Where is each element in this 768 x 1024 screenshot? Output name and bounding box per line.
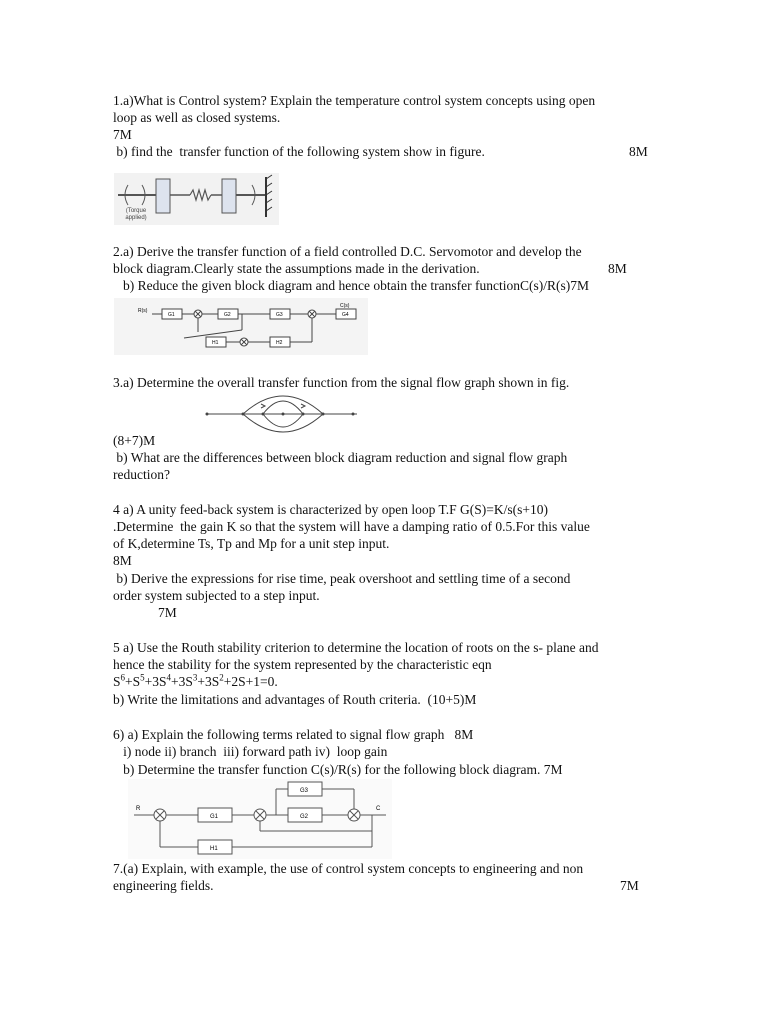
q3-b-line2: reduction? (113, 467, 170, 482)
q2-fig-g4: G4 (342, 312, 349, 318)
q5-equation: $S^6+S^5+3S^4+3S^3+3S^2+2S+1=0$. (113, 672, 278, 689)
q2-a-line2: block diagram.Clearly state the assumptions made in the derivation. (113, 261, 480, 276)
q5-b-line: b) Write the limitations and advantages of Routh criteria. (10+5)M (113, 692, 477, 707)
q1-fig-torque-label: (Torque applied) (125, 208, 147, 221)
q3-b-line1: b) What are the differences between block diagram reduction and signal flow graph (113, 450, 568, 465)
q6-b-line: b) Determine the transfer function C(s)/R(s) for the following block diagram. 7M (113, 762, 563, 777)
q1-b-marks: 8M (629, 144, 648, 159)
q4-a-line2: .Determine the gain K so that the system will have a damping ratio of 0.5.For this value (113, 519, 590, 534)
q6-terms: i) node ii) branch iii) forward path iv) loop gain (113, 744, 388, 759)
q6-fig-g2: G2 (300, 814, 309, 820)
q3-marks: (8+7)M (113, 433, 156, 448)
q6-a-line: 6) a) Explain the following terms related to signal flow graph 8M (113, 727, 474, 742)
q6-fig-c: C (376, 806, 381, 812)
q2-fig-h1: H1 (212, 340, 219, 346)
q2-a-line1: 2.a) Derive the transfer function of a field controlled D.C. Servomotor and develop the (113, 244, 582, 259)
q6-fig-g3: G3 (300, 788, 309, 794)
q2-block-diagram (114, 298, 368, 355)
q4-a-line3: of K,determine Ts, Tp and Mp for a unit step input. (113, 536, 390, 551)
q3-signal-flow-graph (203, 386, 361, 446)
q4-a-line1: 4 a) A unity feed-back system is characterized by open loop T.F G(S)=K/s(s+10) (113, 502, 548, 517)
q4-b-line1: b) Derive the expressions for rise time, peak overshoot and settling time of a second (113, 571, 571, 586)
q6-fig-r: R (136, 806, 141, 812)
q6-block-diagram (128, 779, 392, 859)
q2-fig-g3: G3 (276, 312, 283, 318)
q1-a-line1: 1.a)What is Control system? Explain the temperature control system concepts using open (113, 93, 596, 108)
q6-fig-h1: H1 (210, 846, 218, 852)
q2-a-marks: 8M (608, 261, 627, 276)
q5-a-line1: 5 a) Use the Routh stability criterion to determine the location of roots on the s- plane and (113, 640, 599, 655)
q1-b-text: b) find the transfer function of the following system show in figure. (113, 144, 485, 159)
q3-a-line: 3.a) Determine the overall transfer function from the signal flow graph shown in fig. (113, 375, 570, 390)
q6-fig-g1: G1 (210, 814, 219, 820)
q7-line1: 7.(a) Explain, with example, the use of control system concepts to engineering and non (113, 861, 584, 876)
q2-b-line: b) Reduce the given block diagram and hence obtain the transfer functionC(s)/R(s)7M (123, 278, 589, 293)
q1-a-line2: loop as well as closed systems. (113, 110, 281, 125)
q2-fig-c: C(s) (340, 303, 350, 309)
q1-a-marks: 7M (113, 127, 132, 142)
q4-b-marks: 7M (158, 605, 177, 620)
q2-fig-g2: G2 (224, 312, 231, 318)
q2-fig-h2: H2 (276, 340, 283, 346)
q7-marks: 7M (620, 878, 639, 893)
q1-mechanical-figure (114, 173, 279, 225)
q2-fig-r: R(s) (138, 308, 148, 314)
q4-b-line2: order system subjected to a step input. (113, 588, 320, 603)
q5-a-line2: hence the stability for the system represented by the characteristic eqn (113, 657, 492, 672)
q7-line2: engineering fields. (113, 878, 214, 893)
q2-fig-g1: G1 (168, 312, 175, 318)
q4-a-marks: 8M (113, 553, 132, 568)
